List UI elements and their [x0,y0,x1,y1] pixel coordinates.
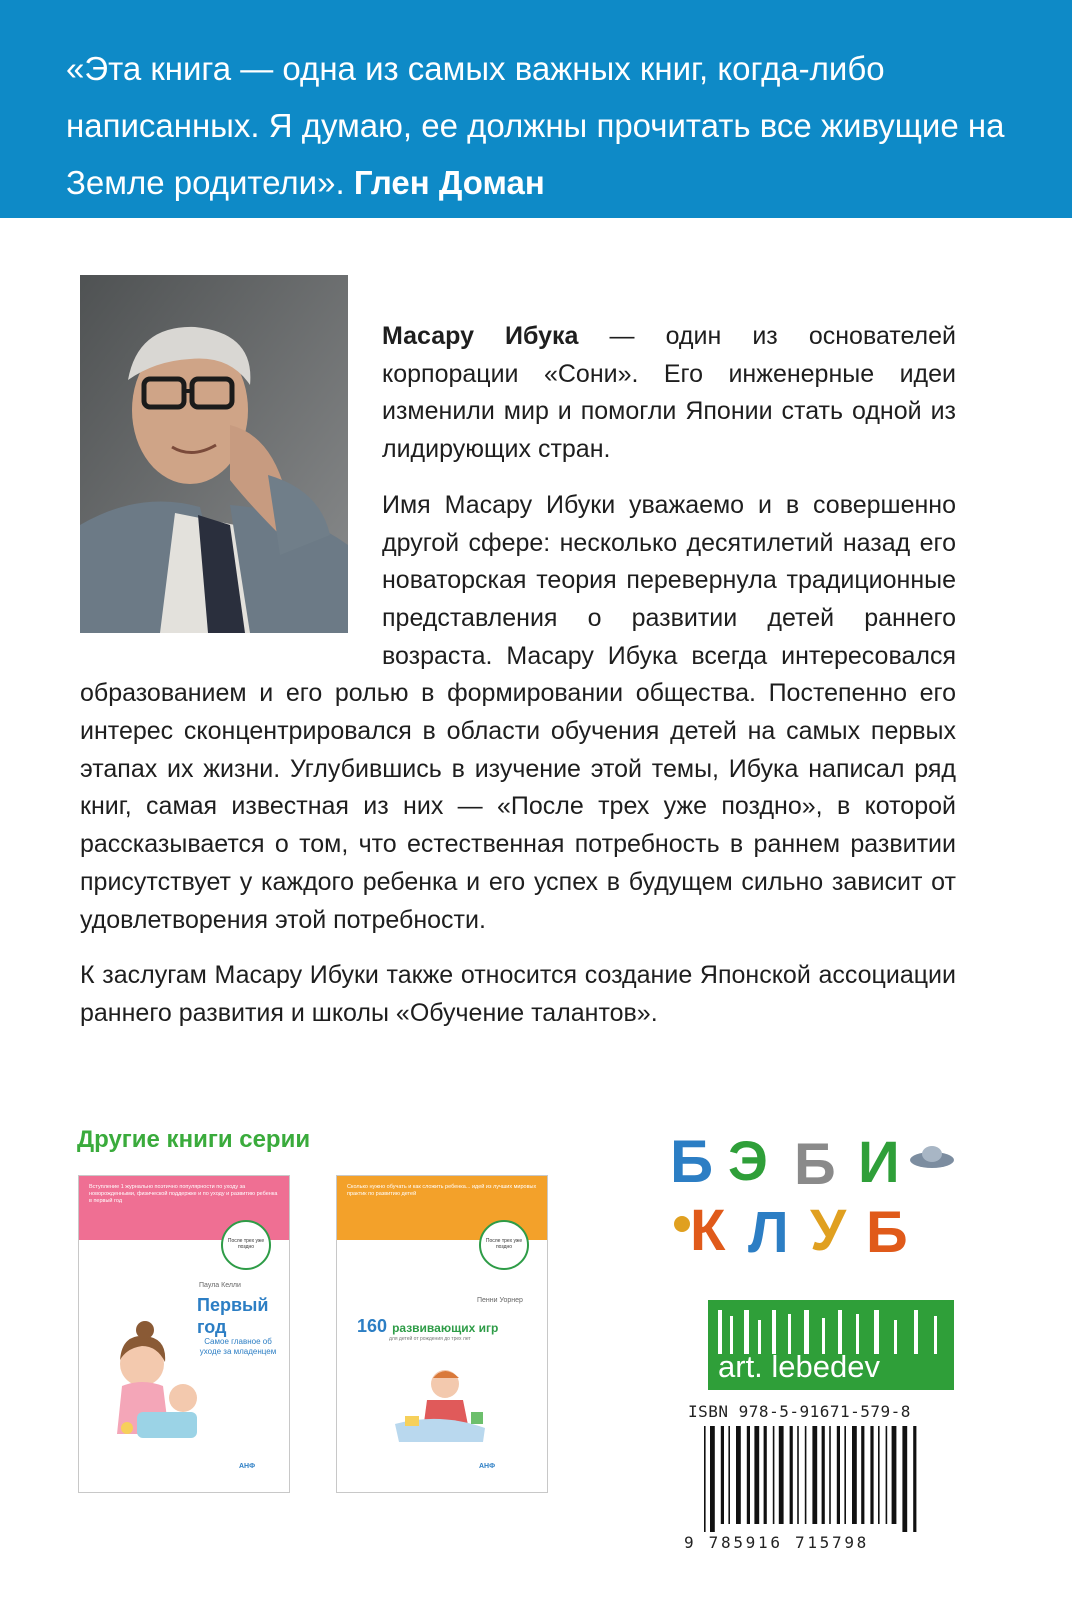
barcode-bar [728,1426,730,1524]
quote-text: «Эта книга — одна из самых важных книг, когда-либо написанных. Я думаю, ее должны прочитать все живущие на Земле родители». [66,50,1005,201]
bio-paragraph-2: Имя Масару Ибуки уважаемо и в совершенно другой сфере: несколько десятилетий назад его новаторская теория перевернула традиционные представления о развитии детей раннего возраста. Масару Ибука всегда интересовался образованием и его ролью в формировании общества. Постепенно его интерес сконцентрировался в области обучения детей на самых первых этапах их жизни. Углубившись в изучение этой темы, Ибука написал ряд книг, самая известная из них — «После трех уже поздно», в которой рассказывается о том, что естественная потребность в раннем развитии присутствует у каждого ребенка и его успех в будущем сильно зависит от удовлетворения этой потребности. [80,490,956,934]
book-2-header: Сколько нужно обучать и как сложить ребенка... идей из лучших мировых практик по развитию детей [337,1176,547,1240]
isbn: ISBN 978-5-91671-579-8 [688,1402,911,1421]
book-2-illustration [365,1354,515,1454]
photo-wrap-spacer [80,318,382,638]
art-lebedev-label: art. lebedev [718,1349,880,1384]
author-bio [80,318,956,1051]
logo-letter-1: Б [670,1128,714,1195]
barcode-bar [721,1426,724,1524]
barcode-bar [812,1426,817,1524]
barcode-bar [892,1426,897,1524]
barcode-bar [754,1426,759,1524]
book-1-badge: После трех уже поздно [221,1220,271,1270]
bio-paragraph-1-text: — один из основателей корпорации «Сони». Его инженерные идеи изменили мир и помогли Японии стать одной из лидирующих стран. [382,322,956,464]
barcode-bar [852,1426,857,1524]
book-2-author: Пенни Уорнер [477,1297,523,1304]
logo-letter-4: И [858,1130,900,1195]
barcode-bar [747,1426,750,1524]
barcode-bar [710,1426,715,1532]
barcode-bar [913,1426,916,1532]
book-1-author: Паула Келли [199,1282,241,1289]
logo-letter-5: К [690,1198,726,1260]
series-book-2-cover [336,1175,548,1493]
book-2-badge: После трех уже поздно [479,1220,529,1270]
barcode-bar [829,1426,831,1524]
barcode-bar [764,1426,767,1524]
barcode-bar [870,1426,873,1524]
bio-paragraph-3: К заслугам Масару Ибуки также относится создание Японской ассоциации раннего развития и школы «Обучение талантов». [80,961,956,1027]
logo-letter-3: Б [794,1132,836,1197]
logo-letter-2: Э [728,1129,768,1192]
barcode-bar [902,1426,907,1532]
barcode-bar [844,1426,846,1524]
book-2-subtitle: для детей от рождения до трех лет [389,1336,471,1342]
barcode-bar [837,1426,840,1524]
book-2-title-number: 160 [357,1316,388,1336]
barcode-bar [779,1426,784,1524]
barcode-bar [861,1426,864,1524]
logo-letter-7: У [810,1198,847,1260]
quote [66,40,1006,211]
book-1-title: Первый год [197,1295,269,1337]
barcode-bar [878,1426,880,1524]
quote-author: Глен Доман [353,164,545,201]
isbn-barcode [704,1426,948,1532]
art-lebedev-stripes [718,1310,944,1354]
barcode-bar [886,1426,888,1524]
art-lebedev-box [708,1300,954,1390]
series-title: Другие книги серии [77,1126,311,1153]
barcode-bar [704,1426,706,1532]
barcode-bar [805,1426,807,1524]
book-2-title-words: развивающих игр [392,1321,499,1335]
logo-letter-8: Б [866,1200,908,1260]
barcode-bar [790,1426,793,1524]
book-1-illustration [87,1294,207,1444]
book-1-header: Вступление 1 журнально поэтично популярности по уходу за новорожденными, физической поддержке и по уходу и развитию ребенка в первый год [79,1176,289,1240]
book-2-title [357,1316,498,1337]
barcode-bar [797,1426,799,1524]
barcode-bar [822,1426,825,1524]
book-2-publisher: АНФ [479,1463,496,1470]
baby-club-logo [670,1120,970,1260]
quote-banner [0,0,1072,218]
author-name: Масару Ибука [382,322,579,350]
barcode-digits: 9 785916 715798 [684,1533,869,1552]
barcode-bar [736,1426,741,1524]
book-1-publisher: АНФ [239,1463,256,1470]
barcode-bar [773,1426,775,1524]
logo-letter-6: Л [748,1200,789,1260]
book-1-subtitle: Самое главное об уходе за младенцем [199,1337,277,1356]
series-book-1-cover [78,1175,290,1493]
